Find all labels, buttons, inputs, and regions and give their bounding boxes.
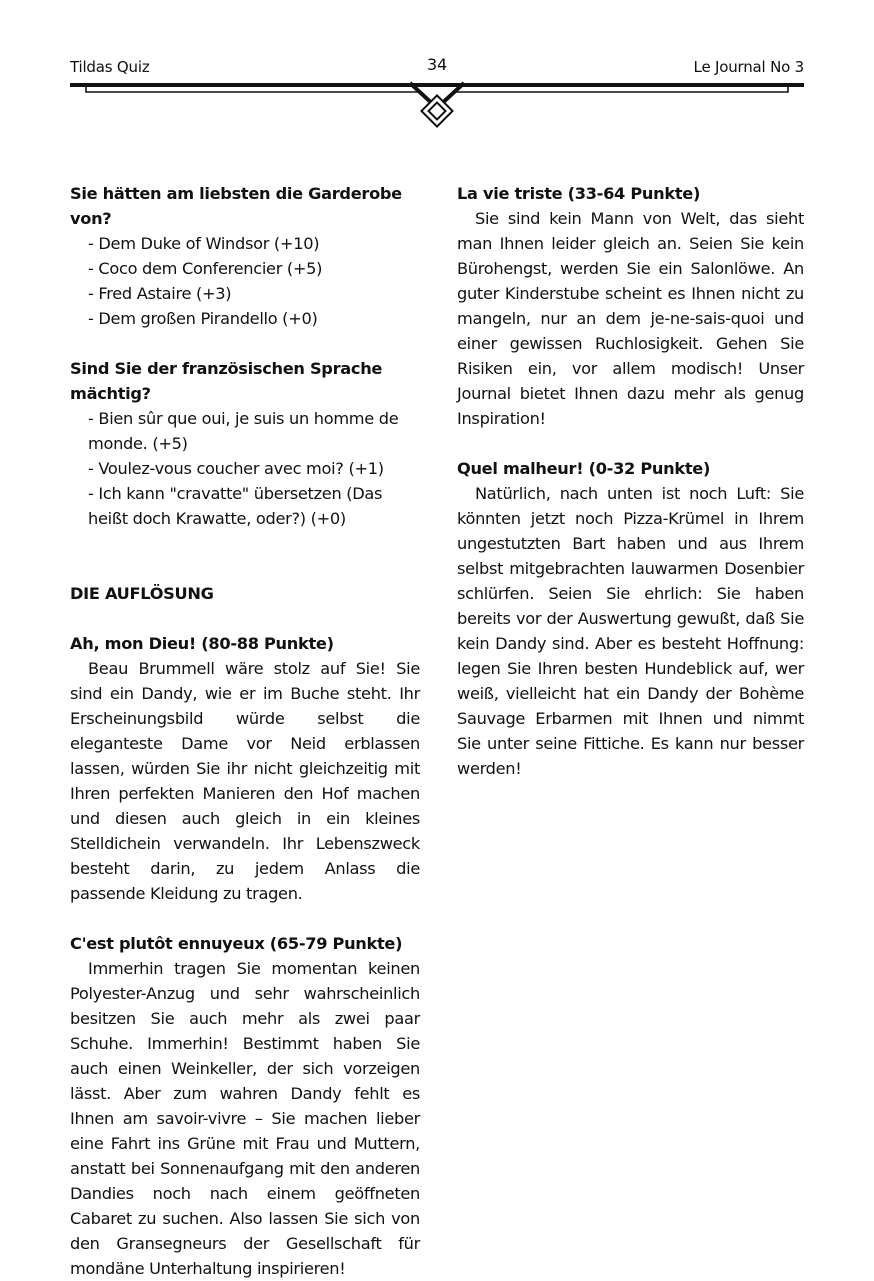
left-column — [70, 181, 420, 1281]
result-text: Natürlich, nach unten ist noch Luft: Sie könnten jetzt noch Pizza-Krümel in Ihrem ungestutzten Bart haben und aus Ihrem selbst mitgebrachten lauwarmen Dosenbier schlürfen. Seien Sie ehrlich: Sie haben bereits vor der Auswertung gewußt, daß Sie kein Dandy sind. Aber es besteht Hoffnung: legen Sie Ihren besten Hundeblick auf, wer weiß, vielleicht hat ein Dandy der Bohème Sauvage Erbarmen mit Ihnen und nimmt Sie unter seine Fittiche. Es kann nur besser werden! — [457, 484, 804, 778]
answer-option: - Coco dem Conferencier (+5) — [88, 259, 323, 278]
answer-option: - Fred Astaire (+3) — [88, 284, 232, 303]
answer-option: - Bien sûr que oui, je suis un homme de monde. (+5) — [88, 409, 399, 453]
result-text: Beau Brummell wäre stolz auf Sie! Sie sind ein Dandy, wie er im Buche steht. Ihr Erscheinungsbild würde selbst die eleganteste Dame vor Neid erblassen lassen, würden Sie ihr nicht gleichzeitig mit Ihren perfekten Manieren den Hof machen und diesen auch gleich in ein kleines Stelldichein verwandeln. Ihr Lebenszweck besteht darin, zu jedem Anlass die passende Kleidung zu tragen. — [70, 659, 420, 903]
answer-option: - Dem großen Pirandello (+0) — [88, 309, 318, 328]
header-ornament — [0, 78, 874, 138]
result-title: Quel malheur! (0-32 Punkte) — [457, 459, 711, 478]
section-title: DIE AUFLÖSUNG — [70, 584, 214, 603]
answer-option: - Dem Duke of Windsor (+10) — [88, 234, 320, 253]
result-title: La vie triste (33-64 Punkte) — [457, 184, 701, 203]
result-text: Sie sind kein Mann von Welt, das sieht man Ihnen leider gleich an. Seien Sie kein Bürohengst, werden Sie ein Salonlöwe. An guter Kinderstube scheint es Ihnen nicht zu mangeln, nur an dem je-ne-sais-quoi und einer gewissen Ruchlosigkeit. Gehen Sie Risiken ein, vor allem modisch! Unser Journal bietet Ihnen dazu mehr als genug Inspiration! — [457, 209, 804, 428]
question-title: Sind Sie der französischen Sprache mächtig? — [70, 359, 383, 403]
right-column — [457, 181, 804, 781]
question-title: Sie hätten am liebsten die Garderobe von? — [70, 184, 402, 228]
answer-option: - Voulez-vous coucher avec moi? (+1) — [88, 459, 384, 478]
page-number: 34 — [427, 55, 447, 74]
result-title: C'est plutôt ennuyeux (65-79 Punkte) — [70, 934, 403, 953]
result-title: Ah, mon Dieu! (80-88 Punkte) — [70, 634, 334, 653]
result-text: Immerhin tragen Sie momentan keinen Polyester-Anzug und sehr wahrscheinlich besitzen Sie auch mehr als zwei paar Schuhe. Immerhin! Bestimmt haben Sie auch einen Weinkeller, der sich vorzeigen lässt. Aber zum wahren Dandy fehlt es Ihnen am savoir-vivre – Sie machen lieber eine Fahrt ins Grüne mit Frau und Muttern, anstatt bei Sonnenaufgang mit den anderen Dandies noch nach einem geöffneten Cabaret zu suchen. Also lassen Sie sich von den Gransegneurs der Gesellschaft für mondäne Unterhaltung inspirieren! — [70, 959, 420, 1278]
answer-option: - Ich kann "cravatte" übersetzen (Das heißt doch Krawatte, oder?) (+0) — [88, 484, 383, 528]
running-header-right: Le Journal No 3 — [693, 58, 804, 76]
running-header-left: Tildas Quiz — [70, 58, 150, 76]
